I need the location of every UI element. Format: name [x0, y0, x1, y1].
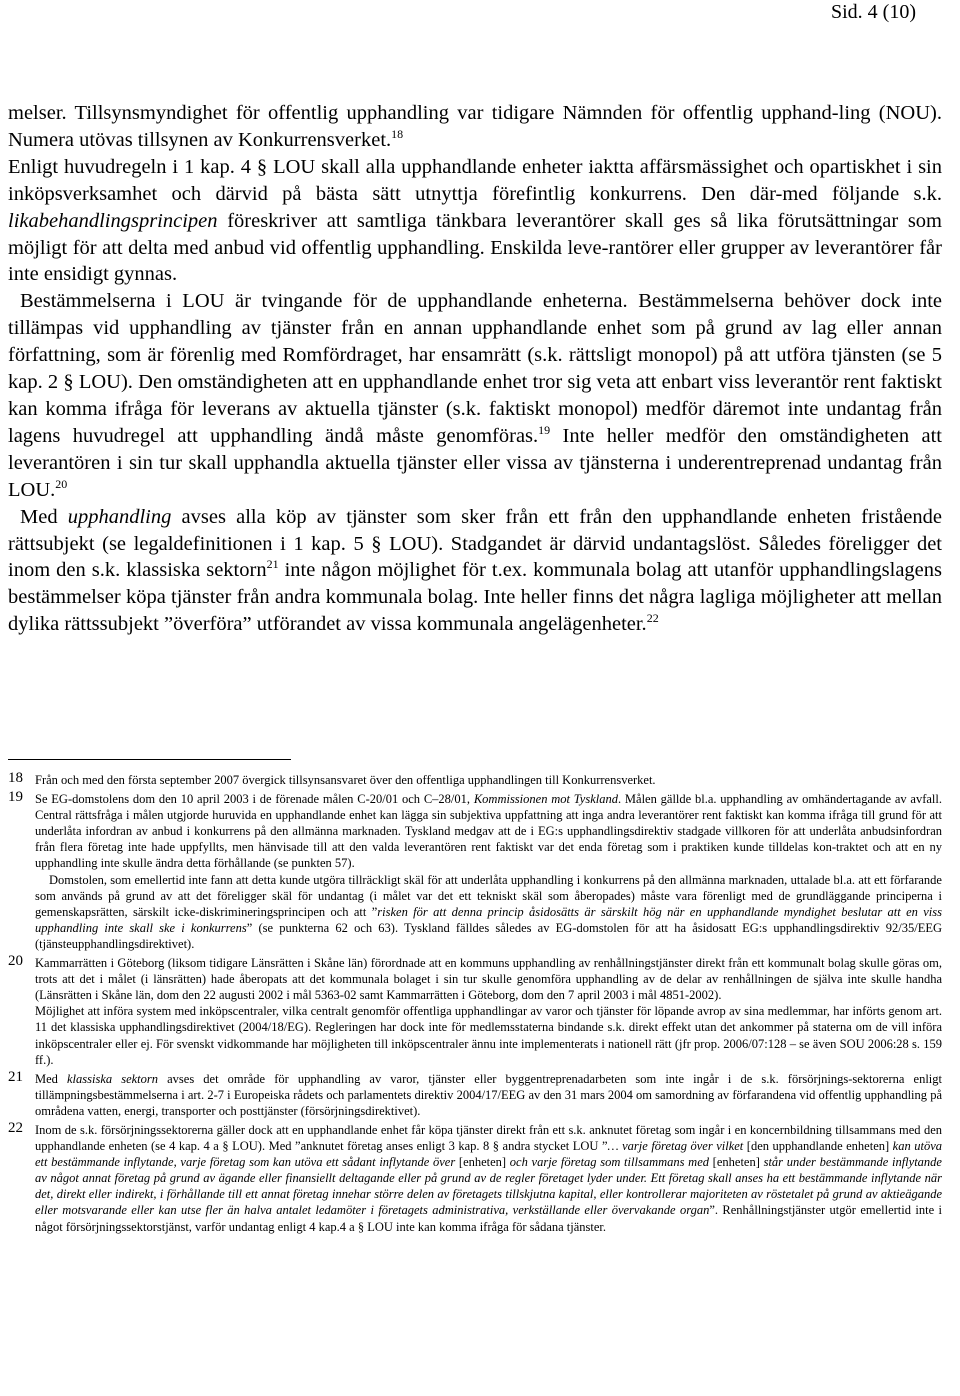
footnote-19-text-b2: ” (se punkterna 62 och 63). Tyskland fälldes således av EG-domstolen för att ha åsidosatt EG:s upphandlingsdirektiv 92/35/EEG (tjänsteupphandlingsdirektivet).	[35, 920, 942, 951]
case-name: Kommissionen mot Tyskland	[473, 792, 618, 807]
footnote-19-quote: risken för att denna princip åsidosätts är särskilt hög när en upphandlande myndighet beslutar att en viss upphandling inte skall ske i konkurrens	[35, 904, 942, 935]
paragraph-4	[8, 504, 942, 639]
footnote-number: 18	[8, 770, 23, 786]
paragraph-1	[8, 100, 942, 154]
footnote-19	[8, 791, 942, 952]
upphandling-term: upphandling	[67, 505, 172, 528]
paragraph-1-text: melser. Tillsynsmyndighet för offentlig upphandling var tidigare Nämnden för offentlig upphand-ling (NOU). Numera utövas tillsynen av Konkurrensverket.	[8, 102, 942, 151]
footnote-ref-18: 18	[391, 127, 404, 142]
footnote-22-quote-2: kan utöva ett bestämmande inflytande, varje företag som kan utöva ett sådant inflytande över	[35, 1139, 943, 1170]
footnote-22-text-a5: ”. Renhållningstjänster utgör emellertid inte i något försörjningssektorstjänst, varför undantag enligt 4 kap.4 a § LOU inte kan komma ifråga för sådana tjänster.	[35, 1203, 942, 1234]
page-number: Sid. 4 (10)	[831, 1, 916, 23]
footnote-20	[8, 955, 942, 1068]
footnote-21	[8, 1068, 942, 1119]
footnote-19-para-2	[35, 872, 942, 952]
footnote-number: 19	[8, 789, 23, 806]
footnote-22-quote-3: och varje företag som tillsammans med	[509, 1155, 709, 1170]
paragraph-3-text-a: Bestämmelserna i LOU är tvingande för de upphandlande enheterna. Bestämmelserna behöver dock inte tillämpas vid upphandling av tjänster från en annan upphandlande enhet som på grund av lag eller annan författning, som är förenlig med Romfördraget, har ensamrätt (s.k. rättsligt monopol) på att utföra tjänsten (se 5 kap. 2 § LOU). Den omständigheten att en upphandlande enhet tror sig veta att enbart viss leverantör rent faktiskt kan komma ifråga för leverans av aktuella tjänster (s.k. faktiskt monopol) medför däremot inte undantag från lagens huvudregel att upphandling ändå måste genomföras.	[8, 290, 942, 447]
footnote-22-text-a3: [enheten]	[455, 1155, 510, 1170]
footnote-text	[35, 772, 942, 788]
footnote-19-text-a1: Se EG-domstolens dom den 10 april 2003 i de förenade målen C-20/01 och C–28/01,	[35, 792, 474, 807]
footnote-ref-21: 21	[266, 557, 279, 572]
footnote-number: 22	[8, 1119, 23, 1136]
footnote-20-para-2: Möjlighet att införa system med inköpscentraler, vilka centralt genomför offentliga upphandlingar av varor och tjänster för löpande avrop av sina medlemmar, har införts genom art. 11 det klassiska upphandlingsdirektivet (2004/18/EG). Regleringen har dock inte för medlemsstaterna bindande s.k. direkt effekt utan det ankommer på staterna om de vill införa inköpscentraler eller ej. För svenskt vidkommande har möjligheten till inköpscentraler ännu inte implementerats i nationell rätt (jfr prop. 2006/07:128 – se även SOU 2006:28 s. 159 ff.).	[35, 1004, 942, 1067]
paragraph-4-text-a: Med	[20, 505, 68, 528]
footnote-18-para: Från och med den första september 2007 övergick tillsynsansvaret över den offentliga upphandlingen till Konkurrensverket.	[35, 773, 656, 787]
footnote-19-para-1	[35, 791, 942, 871]
footnote-21-text-a1: Med	[35, 1071, 67, 1086]
footnote-22-quote-4: står under bestämmande inflytande av något annat företag på grund av ägande eller finansiellt deltagande eller på grund av de regler företaget lyder under. Ett företag skall anses ha ett bestämmande inflytande när det, direkt eller indirekt, i förhållande till ett annat företag innehar större delen av företagets tillskjutna kapital, eller kontrollerar majoriteten av röstetalet på grund av aktieägande eller motsvarande eller kan utse fler än halva antalet ledamöter i företagets administrativa, verkställande eller övervakande organ	[35, 1155, 942, 1218]
footnote-18	[8, 772, 942, 788]
footnote-ref-20: 20	[55, 476, 68, 491]
main-text	[8, 100, 942, 638]
footnote-ref-19: 19	[538, 423, 551, 438]
footnote-text	[35, 1071, 942, 1119]
footnote-20-para-1: Kammarrätten i Göteborg (liksom tidigare Länsrätten i Skåne län) förordnade att en kommuns upphandling av renhållningstjänster direkt från ett kommunalt bolag skulle göras om, trots att det i målet (i länsrätten) hade åberopats att det kommunala bolaget i sin tur skulle genomföra upphandling av de delar av renhållningen de själva inte skulle handha (Länsrätten i Skåne län, dom den 22 augusti 2002 i mål 5363-02 samt Kammarrätten i Göteborg, dom den 7 april 2003 i mål 4851-2002).	[35, 956, 942, 1003]
footnote-number: 21	[8, 1068, 23, 1085]
footnote-text	[35, 791, 942, 952]
footnote-number: 20	[8, 953, 23, 970]
paragraph-2-text-a: Enligt huvudregeln i 1 kap. 4 § LOU skall alla upphandlande enheter iaktta affärsmässighet och opartiskhet i sin inköpsverksamhet och därvid på bästa sätt utnyttja förefintlig konkurrens. Den där-med följande s.k.	[8, 155, 942, 205]
footnote-separator	[8, 759, 291, 760]
footnote-text	[35, 955, 942, 1068]
footnote-21-para	[35, 1071, 942, 1119]
footnote-22-text-a1: Inom de s.k. försörjningssektorerna gäller dock att en upphandlande enhet får köpa tjänster direkt från ett s.k. anknutet företag som ingår i en koncernbildning tillsammans med den upphandlande enheten (se 4 kap. 4 a § LOU). Med ”anknutet företag anses enligt 3 kap. 8 § andra stycket LOU ”	[35, 1122, 942, 1154]
footnote-ref-22: 22	[646, 611, 659, 626]
footnote-22-para	[35, 1122, 942, 1235]
footnotes	[8, 772, 942, 1235]
footnote-19-text-a2: . Målen gällde bl.a. upphandling av omhändertagande av avfall. Central rättsfråga i målen utgjorde huruvida en upphandlande enhet kan lägga sin subjektiva uppfattning att inga andra leverantörer rent faktiskt kan komma ifråga till grund för att underlåta infordran av anbud i konkurrens på den allmänna marknaden. Tyskland medgav att de i EG:s upphandlingsdirektiv stadgade villkoren för att underlåta anbudsinfordran från flera företag inte hade uppfyllts, men hänvisade till att den valda leverantören rent faktiskt var det enda företag som i praktiken kunde tilldelas kon-traktet och att en ny upphandling inte skulle ändra detta förhållande (se punkten 57).	[35, 792, 943, 871]
paragraph-2	[8, 154, 942, 289]
paragraph-4-text-c: inte någon möjlighet för t.ex. kommunala bolag att utanför upphandlingslagens bestämmelser köpa tjänster från andra kommunala bolag. Inte heller finns det några lagliga möjligheter att mellan dylika rättssubjekt ”överföra” utförandet av vissa kommunala angelägenheter.	[8, 559, 943, 636]
footnote-21-text-a2: avses det område för upphandling av varor, tjänster eller byggentreprenadarbeten som inte ingår i de s.k. försörjnings-sektorerna enligt tillämpningsbestämmelserna i art. 2-7 i Europeiska rådets och parlamentets direktiv 2004/17/EEG av den 31 mars 2004 om samordning av förfarandena vid offentlig upphandling på områdena vatten, energi, transporter och posttjänster (försörjningsdirektivet).	[35, 1071, 942, 1118]
likabehandlingsprincipen-term: likabehandlingsprincipen	[8, 209, 218, 232]
paragraph-4-text-b: avses alla köp av tjänster som sker från ett från den upphandlande enheten fristående rättsubjekt (se legaldefinitionen i 1 kap. 5 § LOU). Stadgandet är därvid undantagslöst. Således föreligger det inom den s.k. klassiska sektorn	[8, 505, 942, 582]
footnote-22	[8, 1119, 943, 1235]
footnote-22-text-a2: [den upphandlande enheten]	[743, 1139, 893, 1154]
footnote-text	[35, 1122, 942, 1235]
paragraph-2-text-b: föreskriver att samtliga tänkbara leverantörer skall ges så lika förutsättningar som möjligt för att delta med anbud vid offentlig upphandling. Enskilda leve-rantörer eller grupper av leverantörer får inte ensidigt gynnas.	[8, 209, 942, 286]
paragraph-3-text-b: Inte heller medför den omständigheten att leverantören i sin tur skall upphandla aktuella tjänster eller vissa av tjänsterna i underentreprenad undantag från LOU.	[8, 424, 942, 501]
footnote-22-text-a4: [enheten]	[709, 1155, 764, 1170]
klassiska-sektorn-term: klassiska sektorn	[67, 1071, 159, 1086]
paragraph-3	[8, 288, 942, 503]
footnote-22-quote-1: … varje företag över vilket	[607, 1139, 744, 1154]
footnote-19-text-b1: Domstolen, som emellertid inte fann att detta kunde utgöra tillräckligt skäl för att underlåta upphandling i konkurrens på den allmänna marknaden, uttalade bl.a. att ett förfarande som används på grund av att det föreligger skäl för undantag (i målet var det ett tekniskt skäl som åberopades) måste vara förenligt med de grundläggande principerna i gemenskapsrätten, särskilt icke-diskrimineringsprincipen och att ”	[35, 872, 942, 919]
